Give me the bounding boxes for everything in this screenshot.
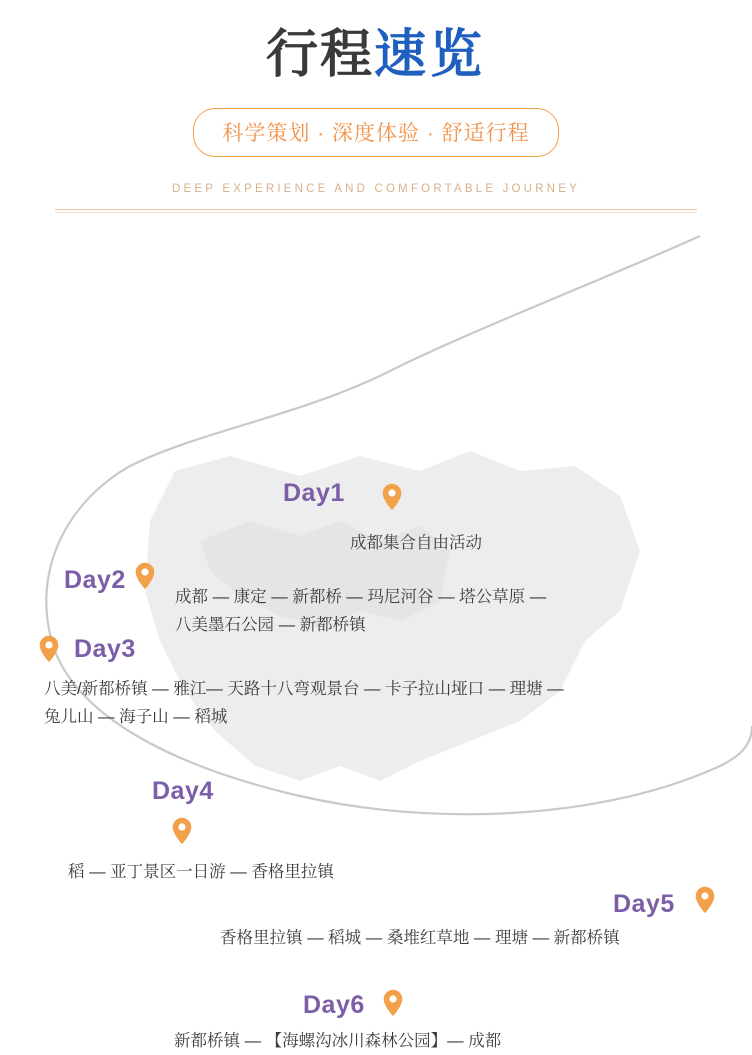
location-pin-icon <box>382 989 404 1017</box>
page-header <box>0 0 752 217</box>
page-title-part1: 行程 <box>265 26 374 84</box>
location-pin-icon <box>381 483 403 511</box>
location-pin-icon <box>134 562 156 590</box>
day-desc-4: 稻 — 亚丁景区一日游 — 香格里拉镇 <box>68 862 334 881</box>
day-label-1: Day1 <box>283 478 345 507</box>
itinerary-map <box>0 221 752 1050</box>
subtitle-badge: 科学策划 · 深度体验 · 舒适行程 <box>193 108 558 157</box>
page-title-part2: 速览 <box>374 26 487 84</box>
day-label-3: Day3 <box>74 634 136 663</box>
day-desc-6: 新都桥镇 — 【海螺沟冰川森林公园】— 成都 <box>174 1031 502 1050</box>
day-label-6: Day6 <box>303 990 365 1019</box>
location-pin-icon <box>38 635 60 663</box>
day-desc-2: 成都 — 康定 — 新都桥 — 玛尼河谷 — 塔公草原 — 八美墨石公园 — 新都桥镇 <box>175 587 547 635</box>
day-label-5: Day5 <box>613 889 675 918</box>
day-label-2: Day2 <box>64 565 126 594</box>
day-desc-5: 香格里拉镇 — 稻城 — 桑堆红草地 — 理塘 — 新都桥镇 <box>220 928 620 947</box>
day-desc-3: 八美/新都桥镇 — 雅江— 天路十八弯观景台 — 卡子拉山垭口 — 理塘 — 兔儿山 — 海子山 — 稻城 <box>44 679 564 727</box>
location-pin-icon <box>171 817 193 845</box>
divider-rule <box>55 209 697 210</box>
english-tagline-block <box>0 183 752 217</box>
page-title <box>0 26 752 86</box>
day-desc-1: 成都集合自由活动 <box>350 533 482 552</box>
day-label-4: Day4 <box>152 776 214 805</box>
english-tagline: DEEP EXPERIENCE AND COMFORTABLE JOURNEY <box>172 182 580 195</box>
location-pin-icon <box>694 886 716 914</box>
